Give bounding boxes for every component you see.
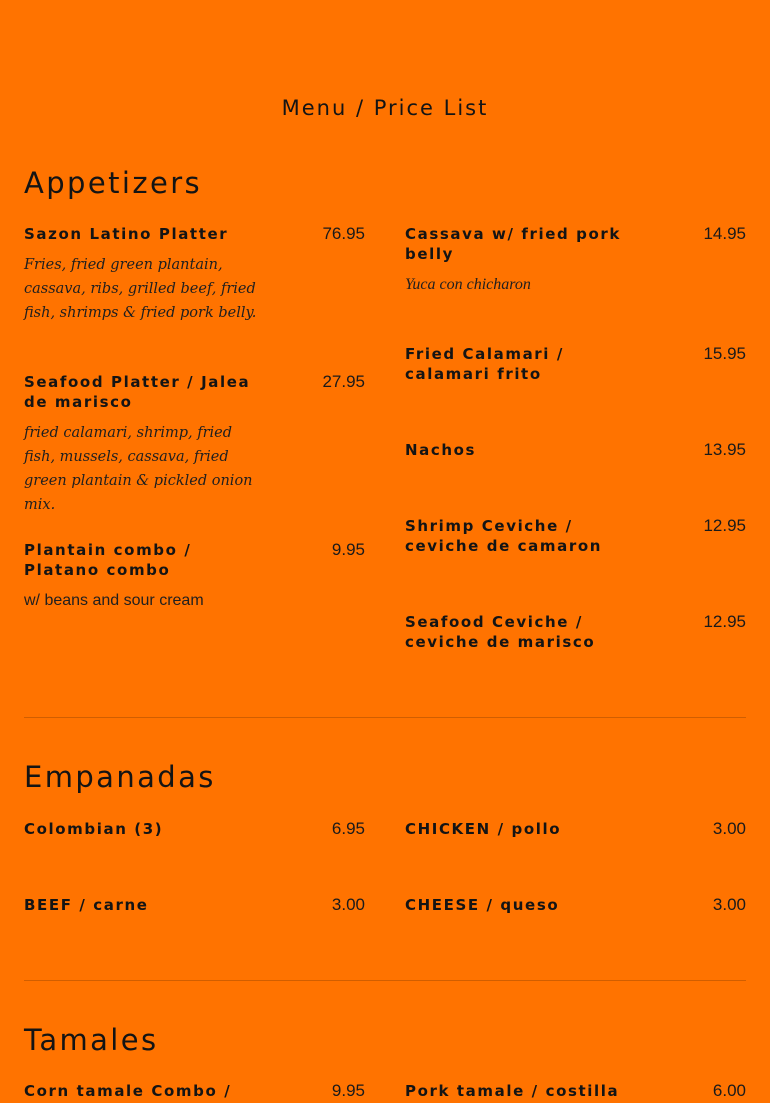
menu-item-shrimp-ceviche [405, 516, 746, 560]
item-price: 12.95 [703, 612, 746, 631]
section-title-appetizers: Appetizers [24, 166, 203, 200]
menu-item-nachos [405, 440, 746, 464]
item-name: Colombian (3) [24, 820, 164, 838]
item-name: Shrimp Ceviche / ceviche de camaron [405, 517, 603, 555]
menu-item-corn-tamale [24, 1081, 365, 1103]
item-price: 13.95 [703, 440, 746, 459]
item-price: 14.95 [703, 224, 746, 243]
item-description: Yuca con chicharon [405, 276, 531, 293]
item-name: Pork tamale / costilla [405, 1082, 620, 1100]
item-price: 3.00 [712, 819, 746, 838]
menu-item-fried-calamari [405, 344, 746, 388]
section-divider [24, 717, 746, 718]
item-name: Seafood Ceviche / ceviche de marisco [405, 613, 596, 651]
section-title-empanadas: Empanadas [24, 760, 216, 794]
section-title-tamales: Tamales [24, 1023, 159, 1057]
item-name: Corn tamale Combo / [24, 1082, 232, 1100]
menu-item-cassava [405, 224, 746, 304]
item-price: 15.95 [703, 344, 746, 363]
menu-item-colombian [24, 819, 365, 843]
item-price: 12.95 [703, 516, 746, 535]
item-name: Cassava w/ fried pork belly [405, 225, 622, 263]
item-name: BEEF / carne [24, 896, 149, 914]
item-price: 3.00 [712, 895, 746, 914]
menu-item-chicken [405, 819, 746, 843]
item-description: w/ beans and sour cream [24, 592, 204, 609]
item-description: Fries, fried green plantain, cassava, ribs, grilled beef, fried fish, shrimps & fried pork belly. [24, 257, 257, 321]
menu-item-seafood-ceviche [405, 612, 746, 656]
section-divider [24, 980, 746, 981]
item-price: 6.00 [712, 1081, 746, 1100]
menu-item-cheese [405, 895, 746, 919]
item-name: Sazon Latino Platter [24, 225, 229, 243]
item-name: Seafood Platter / Jalea de marisco [24, 373, 251, 411]
item-name: Fried Calamari / calamari frito [405, 345, 564, 383]
menu-item-seafood-platter [24, 372, 365, 513]
item-description: fried calamari, shrimp, fried fish, mussels, cassava, fried green plantain & pickled onion mix. [24, 425, 253, 513]
item-price: 9.95 [331, 1081, 365, 1100]
item-name: CHICKEN / pollo [405, 820, 562, 838]
menu-item-plantain-combo [24, 540, 365, 620]
item-price: 3.00 [331, 895, 365, 914]
item-name: Nachos [405, 441, 477, 459]
item-price: 9.95 [331, 540, 365, 559]
item-price: 6.95 [331, 819, 365, 838]
item-name: CHEESE / queso [405, 896, 560, 914]
menu-item-beef [24, 895, 365, 919]
item-price: 76.95 [322, 224, 365, 243]
item-price: 27.95 [322, 372, 365, 391]
page-title: Menu / Price List [281, 96, 489, 120]
menu-item-sazon-latino-platter [24, 224, 365, 324]
item-name: Plantain combo / Platano combo [24, 541, 192, 579]
menu-item-pork-tamale [405, 1081, 746, 1103]
